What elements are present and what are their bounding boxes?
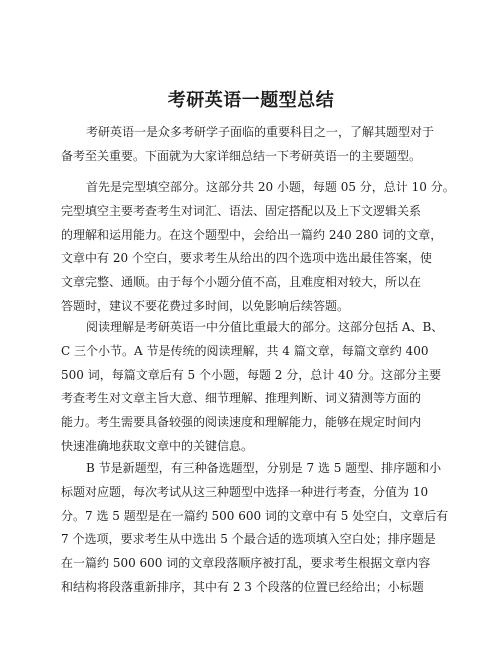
text-line: 能力。考生需要具备较强的阅读速度和理解能力，能够在规定时间内 (61, 415, 422, 430)
paragraph-reading (61, 316, 444, 459)
text-line: 完型填空主要考查考生对词汇、语法、固定搭配以及上下文逻辑关系 (61, 203, 422, 218)
text-line: 500 词，每篇文章后有 5 个小题，每题 2 分，总计 40 分。这部分主要 (61, 367, 442, 382)
text-line: 首先是完型填空部分。这部分共 20 小题，每题 05 分，总计 10 分。 (86, 180, 455, 194)
text-line: 考查考生对文章主旨大意、细节理解、推理判断、词义猜测等方面的 (61, 391, 422, 406)
text-line: 阅读理解是考研英语一中分值比重最大的部分。这部分包括 A、B、 (86, 320, 444, 334)
text-line: 快速准确地获取文章中的关键信息。 (61, 438, 254, 453)
text-line: 备考至关重要。下面就为大家详细总结一下考研英语一的主要题型。 (61, 148, 422, 163)
text-line: 答题时，建议不要花费过多时间，以免影响后续答题。 (61, 298, 350, 313)
paragraph-cloze (61, 176, 455, 319)
text-line: B 节是新题型，有三种备选题型，分别是 7 选 5 题型、排序题和小 (86, 461, 442, 475)
text-line: 和结构将段落重新排序，其中有 2 3 个段落的位置已经给出；小标题 (61, 579, 424, 594)
text-line: 文章完整、通顺。由于每个小题分值不高，且难度相对较大，所以在 (61, 275, 422, 290)
document-title: 考研英语一题型总结 (167, 90, 335, 111)
text-line: 在一篇约 500 600 词的文章段落顺序被打乱，要求考生根据文章内容 (61, 556, 431, 571)
paragraph-intro (61, 121, 441, 169)
text-line: 的理解和运用能力。在这个题型中，会给出一篇约 240 280 词的文章， (61, 227, 443, 242)
text-line: 文章中有 20 个空白，要求考生从给出的四个选项中选出最佳答案，使 (61, 251, 432, 266)
text-line: 标题对应题，每次考试从这三种题型中选择一种进行考查，分值为 10 (61, 484, 429, 499)
text-line: 分。7 选 5 题型是在一篇约 500 600 词的文章中有 5 处空白，文章后有 (61, 508, 449, 523)
text-line: C 三个小节。A 节是传统的阅读理解，共 4 篇文章，每篇文章约 400 (61, 343, 429, 358)
text-line: 7 个选项，要求考生从中选出 5 个最合适的选项填入空白处；排序题是 (61, 532, 436, 547)
paragraph-new-question-types (61, 457, 449, 600)
text-line: 考研英语一是众多考研学子面临的重要科目之一，了解其题型对于 (86, 125, 435, 139)
